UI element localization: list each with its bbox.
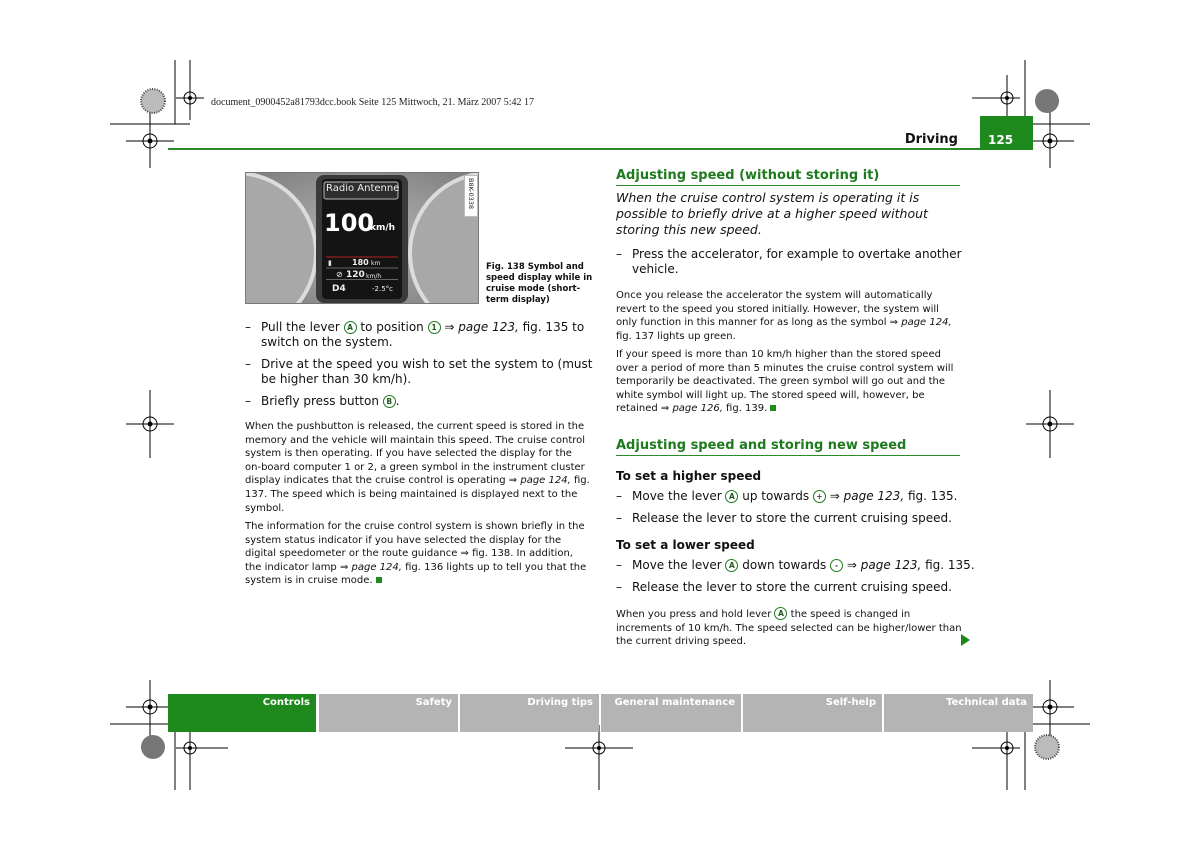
radio-station-text: Radio Antenne — [326, 183, 400, 194]
heading-rule — [616, 455, 960, 456]
gear-indicator: D4 — [332, 284, 346, 294]
left-step-3: – Briefly press button B . — [245, 394, 400, 408]
end-marker-icon — [376, 577, 382, 583]
higher-speed-step-1: – Move the lever A up towards + ⇒ page 123, fig. 135. — [616, 489, 958, 503]
range-unit: km — [371, 260, 381, 267]
tab-safety[interactable]: Safety — [319, 694, 458, 732]
cruise-speed-unit: km/h — [366, 273, 382, 280]
print-line: document_0900452a81793dcc.book Seite 125 Mittwoch, 21. März 2007 5:42 17 — [211, 97, 535, 108]
left-paragraph-1: When the pushbutton is released, the current speed is stored in the memory and the vehicle will maintain this speed. The cruise control system is then operating. If you have selected the display for the on-board computer 1 or 2, a green symbol in the instrument cluster display indicates that the cruise control is operating ⇒ page 124, fig. 137. The speed which is being maintained is displayed next to the symbol. — [245, 421, 590, 514]
header-rule — [168, 148, 980, 150]
heading-adjusting-speed-without-storing: Adjusting speed (without storing it) — [616, 168, 880, 183]
section-title: Driving — [904, 132, 958, 147]
cruise-speed-value: 120 — [346, 270, 365, 280]
outside-temperature: -2.5°c — [372, 285, 394, 293]
left-step-1: – Pull the lever A to position 1 ⇒ page 123, fig. 135 to switch on the system. — [245, 320, 585, 349]
lever-a-symbol: A — [774, 607, 787, 620]
figure-138-image — [245, 172, 479, 304]
lever-a-symbol: A — [725, 559, 738, 572]
lower-speed-step-1: – Move the lever A down towards - ⇒ page 123, fig. 135. — [616, 558, 975, 572]
speed-unit: km/h — [370, 223, 396, 233]
right-paragraph-1: Once you release the accelerator the system will automatically revert to the speed you stored initially. However, the system will only function in this manner for as long as the symbol ⇒ page 124, fig. 137 lights up green. — [616, 290, 952, 342]
subheading-higher-speed: To set a higher speed — [616, 469, 762, 483]
end-marker-icon — [770, 405, 776, 411]
position-1-symbol: 1 — [428, 321, 441, 334]
tab-driving-tips[interactable]: Driving tips — [460, 694, 599, 732]
continue-arrow-icon — [961, 634, 970, 646]
tab-general-maintenance[interactable]: General maintenance — [601, 694, 741, 732]
right-paragraph-3: When you press and hold lever A the speed is changed in increments of 10 km/h. The speed selected can be higher/lower than the current driving speed. — [616, 609, 962, 648]
fuel-icon: ▮ — [328, 259, 332, 267]
left-step-2: – Drive at the speed you wish to set the system to (must be higher than 30 km/h). — [245, 357, 593, 386]
heading-rule — [616, 185, 960, 186]
minus-symbol: - — [830, 559, 843, 572]
page-number: 125 — [980, 116, 1033, 150]
right-step-1: – Press the accelerator, for example to overtake another vehicle. — [616, 247, 962, 276]
range-value: 180 — [352, 258, 369, 267]
subheading-lower-speed: To set a lower speed — [616, 538, 755, 552]
button-b-symbol: B — [383, 395, 396, 408]
heading-adjusting-and-storing-speed: Adjusting speed and storing new speed — [616, 438, 907, 453]
figure-code: B8K-0338 — [464, 175, 478, 217]
lever-a-symbol: A — [725, 490, 738, 503]
figure-caption: Fig. 138 Symbol and speed display while in cruise mode (short-term display) — [486, 262, 593, 305]
cruise-control-icon: ⊘ — [336, 270, 343, 279]
tab-self-help[interactable]: Self-help — [743, 694, 882, 732]
tab-technical-data[interactable]: Technical data — [884, 694, 1033, 732]
plus-symbol: + — [813, 490, 826, 503]
tab-controls[interactable]: Controls — [168, 694, 316, 732]
right-paragraph-2: If your speed is more than 10 km/h higher than the stored speed over a period of more than 5 minutes the cruise control system will temporarily be deactivated. The green symbol will go out and the white symbol will light up. The stored speed will, however, be retained ⇒ page 126, fig. 139. — [616, 349, 954, 415]
right-lead-paragraph: When the cruise control system is operating it is possible to briefly drive at a higher speed without storing this new speed. — [616, 190, 928, 237]
lever-a-symbol: A — [344, 321, 357, 334]
left-paragraph-2: The information for the cruise control system is shown briefly in the system status indicator if you have selected the display for the digital speedometer or the route guidance ⇒ fig. 138. In addition, the indicator lamp ⇒ page 124, fig. 136 lights up to tell you that the system is in cruise mode. — [245, 521, 587, 587]
lower-speed-step-2: – Release the lever to store the current cruising speed. — [616, 580, 952, 594]
higher-speed-step-2: – Release the lever to store the current cruising speed. — [616, 511, 952, 525]
speed-value: 100 — [324, 209, 375, 237]
